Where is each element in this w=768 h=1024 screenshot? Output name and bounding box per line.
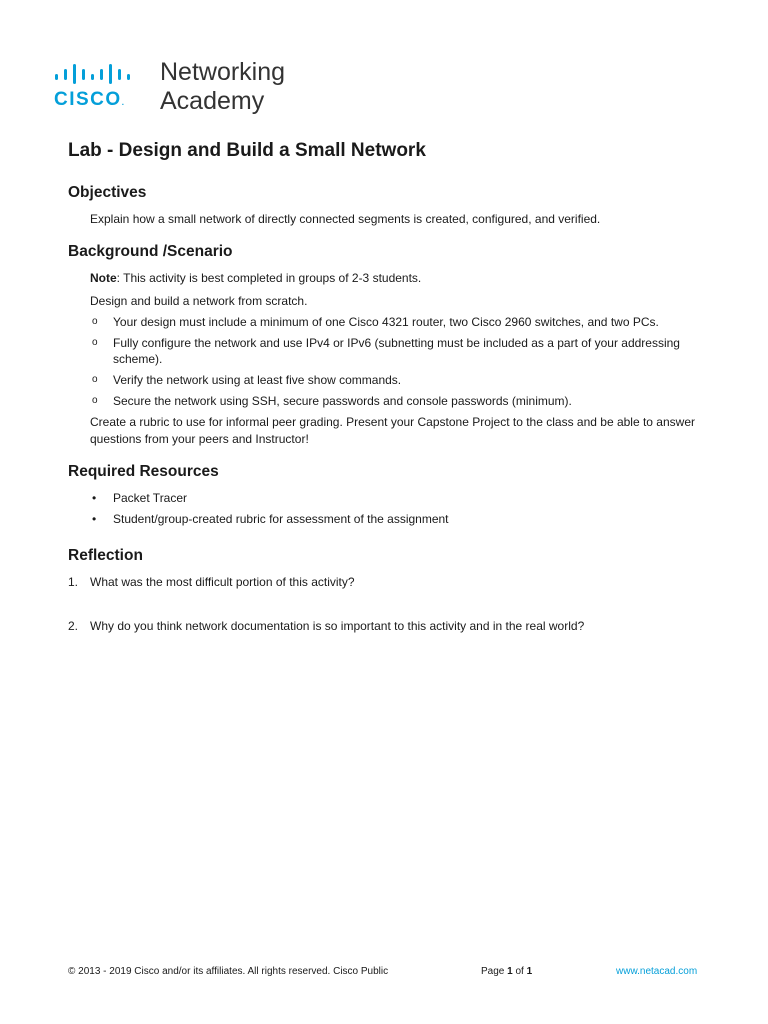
- bullet-marker: o: [92, 316, 98, 327]
- bullet-marker: o: [92, 395, 98, 406]
- note-paragraph: [90, 270, 708, 287]
- website-link[interactable]: www.netacad.com: [616, 966, 698, 977]
- copyright-text: © 2013 - 2019 Cisco and/or its affiliates. All rights reserved. Cisco Public: [68, 966, 389, 977]
- list-item: o Verify the network using at least five show commands.: [92, 373, 402, 387]
- list-item: o Fully configure the network and use IPv4 or IPv6 (subnetting must be included as a part of your addressing scheme).: [92, 336, 680, 366]
- background-heading: Background /Scenario: [68, 243, 233, 260]
- list-item: 2. Why do you think network documentation is so important to this activity and in the real world?: [68, 619, 585, 633]
- page-title: Lab - Design and Build a Small Network: [68, 140, 426, 161]
- list-item: • Packet Tracer: [92, 491, 188, 505]
- list-item: o Secure the network using SSH, secure passwords and console passwords (minimum).: [92, 394, 572, 408]
- background-closing: Create a rubric to use for informal peer grading. Present your Capstone Project to the class and be able to answer questions from your peers and Instructor!: [90, 415, 695, 446]
- resources-heading: Required Resources: [68, 463, 219, 480]
- document-body: [68, 137, 708, 635]
- cisco-networking-academy-logo: [54, 58, 314, 118]
- bullet-marker: o: [92, 337, 98, 348]
- scenario-bullet-list: [68, 314, 708, 409]
- note-text: : This activity is best completed in groups of 2-3 students.: [116, 271, 422, 285]
- list-item: o Your design must include a minimum of one Cisco 4321 router, two Cisco 2960 switches, and two PCs.: [92, 315, 659, 329]
- objectives-text: Explain how a small network of directly connected segments is created, configured, and verified.: [90, 212, 601, 226]
- cisco-wordmark: CISCO.: [54, 89, 124, 110]
- bullet-dot-icon: •: [92, 512, 97, 526]
- reflection-questions: [68, 574, 708, 635]
- logo-academy-text: Academy: [160, 87, 265, 115]
- page-number: Page 1 of 1: [481, 966, 533, 977]
- note-label: Note: [90, 271, 117, 285]
- objectives-heading: Objectives: [68, 184, 147, 201]
- list-item: 1. What was the most difficult portion of this activity?: [68, 575, 355, 589]
- list-item: • Student/group-created rubric for assessment of the assignment: [92, 512, 449, 526]
- reflection-heading: Reflection: [68, 547, 143, 564]
- resources-list: [68, 490, 708, 528]
- cisco-bars-icon: [54, 63, 140, 85]
- background-intro: Design and build a network from scratch.: [90, 294, 308, 308]
- bullet-dot-icon: •: [92, 491, 97, 505]
- bullet-marker: o: [92, 374, 98, 385]
- logo-networking-text: Networking: [160, 58, 286, 86]
